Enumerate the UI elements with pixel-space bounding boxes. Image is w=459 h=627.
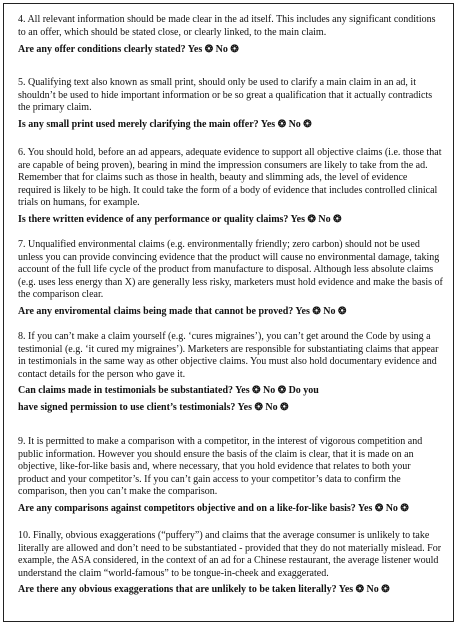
section-body: 4. All relevant information should be made clear in the ad itself. This includes any significant conditions to an offer, which should be stated close, or clearly linked, to the main claim. bbox=[18, 14, 436, 38]
document-page bbox=[3, 3, 454, 622]
section-10 bbox=[18, 530, 443, 597]
section-body: 5. Qualifying text also known as small print, should only be used to clarify a main claim in an ad, it shouldn’t be used to hide important information or be so great a qualification that it actually contradicts the primary claim. bbox=[18, 77, 433, 114]
section-body: 10. Finally, obvious exaggerations (“puffery”) and claims that the average consumer is unlikely to take literally are allowed and don’t need to be substantiated - provided that they do not materially mislead. For example, the ASA considered, in the context of an ad for a Chinese restaurant, the average listener would understand the claim “world-famous” to be tongue-in-cheek and exaggerated. bbox=[18, 530, 442, 579]
section-8 bbox=[18, 331, 443, 415]
question: Are any offer conditions clearly stated? Yes ❂ No ❂ bbox=[18, 44, 239, 56]
section-body: 6. You should hold, before an ad appears, adequate evidence to support all objective claims (i.e. those that are capable of being proven), bearing in mind the impression consumers are likely to take from the ad. Remember that for claims such as those in health, beauty and slimming ads, the level of evidence required is likely to be high. It could take the form of a body of evidence that includes controlled clinical trials on humans, for example. bbox=[18, 147, 442, 209]
section-6 bbox=[18, 147, 443, 227]
question: have signed permission to use client’s testimonials? Yes ❂ No ❂ bbox=[18, 401, 289, 413]
question: Is any small print used merely clarifying the main offer? Yes ❂ No ❂ bbox=[18, 118, 312, 130]
section-7 bbox=[18, 239, 443, 319]
question: Is there written evidence of any performance or quality claims? Yes ❂ No ❂ bbox=[18, 213, 342, 225]
section-9 bbox=[18, 436, 443, 516]
question: Are there any obvious exaggerations that are unlikely to be taken literally? Yes ❂ No ❂ bbox=[18, 584, 390, 596]
section-body: 9. It is permitted to make a comparison with a competitor, in the interest of vigorous competition and public information. However you should ensure the basis of the claim is clear, that it is made on an objective, like-for-like basis and, where necessary, that you hold evidence that relates to both your product and your competitor’s. If you can’t gain access to your competitor’s data to confirm the comparison, then you can’t make the comparison. bbox=[18, 436, 423, 498]
section-body: 7. Unqualified environmental claims (e.g. environmentally friendly; zero carbon) should not be used unless you can provide convincing evidence that the product will cause no environmental damage, taking account of the full life cycle of the product from manufacture to disposal. Although less absolute claims (e.g. uses less energy than X) are generally less risky, marketers must hold evidence and make the basis of the comparison clear. bbox=[18, 239, 443, 301]
question: Can claims made in testimonials be substantiated? Yes ❂ No ❂ Do you bbox=[18, 385, 319, 397]
section-5 bbox=[18, 77, 443, 131]
section-4 bbox=[18, 14, 443, 57]
question: Are any comparisons against competitors objective and on a like-for-like basis? Yes ❂ No ❂ bbox=[18, 502, 409, 514]
question: Are any enviromental claims being made that cannot be proved? Yes ❂ No ❂ bbox=[18, 305, 347, 317]
section-body: 8. If you can’t make a claim yourself (e.g. ‘cures migraines’), you can’t get around the Code by using a testimonial (e.g. ‘it cured my migraines’). Marketers are responsible for substantiating claims that appear in testimonials in the same way as other objective claims. You must also hold documentary evidence and contact details for the person who gave it. bbox=[18, 331, 439, 380]
